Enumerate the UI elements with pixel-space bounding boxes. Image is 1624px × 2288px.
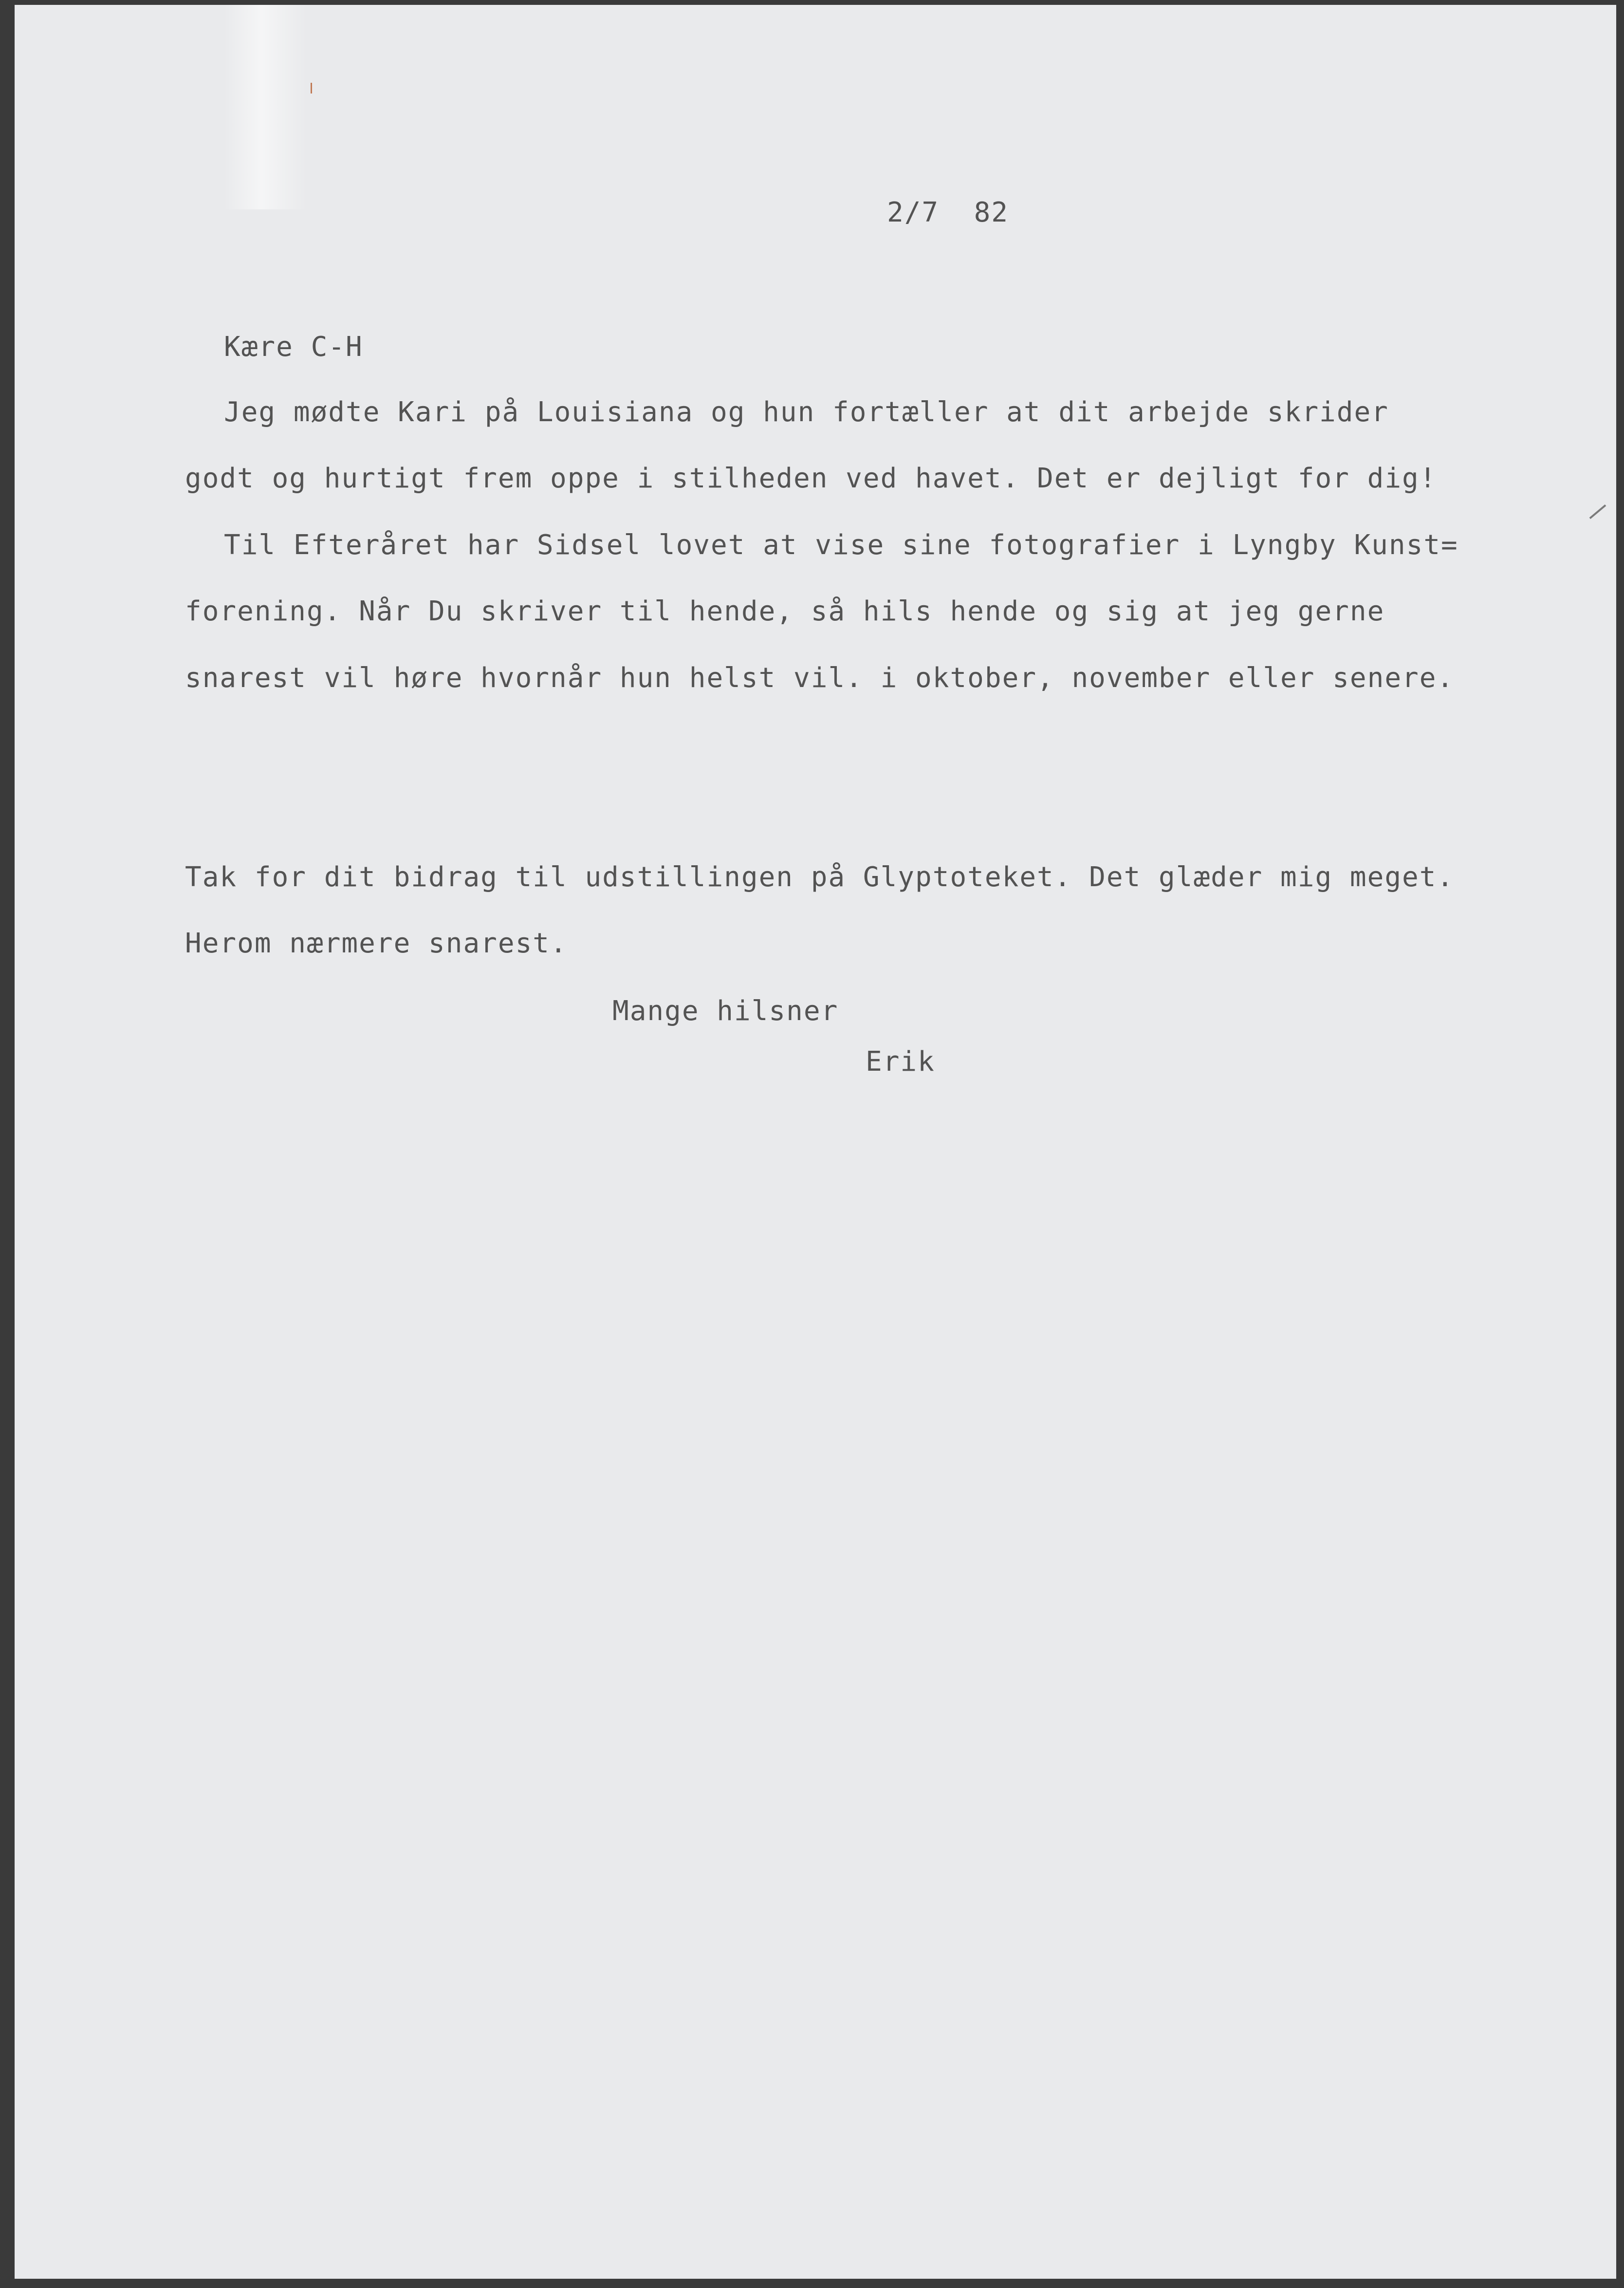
paragraph2-line3: snarest vil høre hvornår hun helst vil. i oktober, november eller senere. <box>185 662 1455 694</box>
pencil-tick <box>1589 504 1606 519</box>
letter-page <box>15 5 1616 2279</box>
letter-signature: Erik <box>866 1046 935 1078</box>
paragraph1-line1: Jeg mødte Kari på Louisiana og hun fortæller at dit arbejde skrider <box>224 396 1389 428</box>
paragraph3-line1: Tak for dit bidrag til udstillingen på Glyptoteket. Det glæder mig meget. <box>185 861 1455 893</box>
paper-crease <box>224 5 307 209</box>
paragraph3-line2: Herom nærmere snarest. <box>185 928 568 959</box>
paragraph2-line1: Til Efteråret har Sidsel lovet at vise sine fotografier i Lyngby Kunst= <box>224 529 1458 561</box>
letter-date: 2/7 82 <box>887 197 1009 228</box>
ink-mark <box>311 83 312 93</box>
paragraph1-line2: godt og hurtigt frem oppe i stilheden ved havet. Det er dejligt for dig! <box>185 463 1437 494</box>
paragraph2-line2: forening. Når Du skriver til hende, så hils hende og sig at jeg gerne <box>185 595 1385 627</box>
letter-closing: Mange hilsner <box>612 995 839 1027</box>
letter-salutation: Kære C-H <box>224 331 363 363</box>
